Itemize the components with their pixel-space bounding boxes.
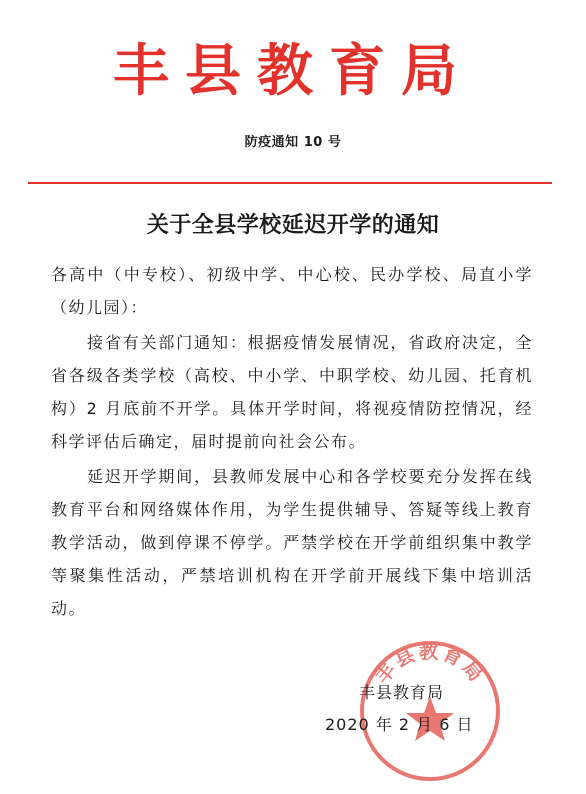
- body-paragraph: 接省有关部门通知：根据疫情发展情况，省政府决定，全省各级各类学校（高校、中小学、中职学校、幼儿园、托育机构）2 月底前不开学。具体开学时间，将视疫情防控情况，经科学评估后确定，届时提前向社会公布。: [51, 333, 533, 451]
- body-paragraph: 延迟开学期间，县教师发展中心和各学校要充分发挥在线教育平台和网络媒体作用，为学生提供辅导、答疑等线上教育教学活动，做到停课不停学。严禁学校在开学前组织集中教学等聚集性活动，严禁培训机构在开学前开展线下集中培训活动。: [51, 467, 533, 618]
- signature-organization: 丰县教育局: [359, 683, 445, 702]
- red-divider-line: [28, 182, 552, 184]
- notice-number: 防疫通知 10 号: [244, 135, 342, 150]
- seal-text: 丰县教育局: [371, 641, 489, 688]
- letterhead-agency-name: 丰县教育局: [113, 38, 473, 104]
- document-title: 关于全县学校延迟开学的通知: [146, 213, 440, 238]
- signature-block: [325, 677, 505, 741]
- salutation: 各高中（中专校）、初级中学、中心校、民办学校、局直小学（幼儿园）：: [51, 265, 533, 317]
- document-body: [51, 258, 533, 627]
- signature-date: 2020 年 2 月 6 日: [325, 715, 474, 734]
